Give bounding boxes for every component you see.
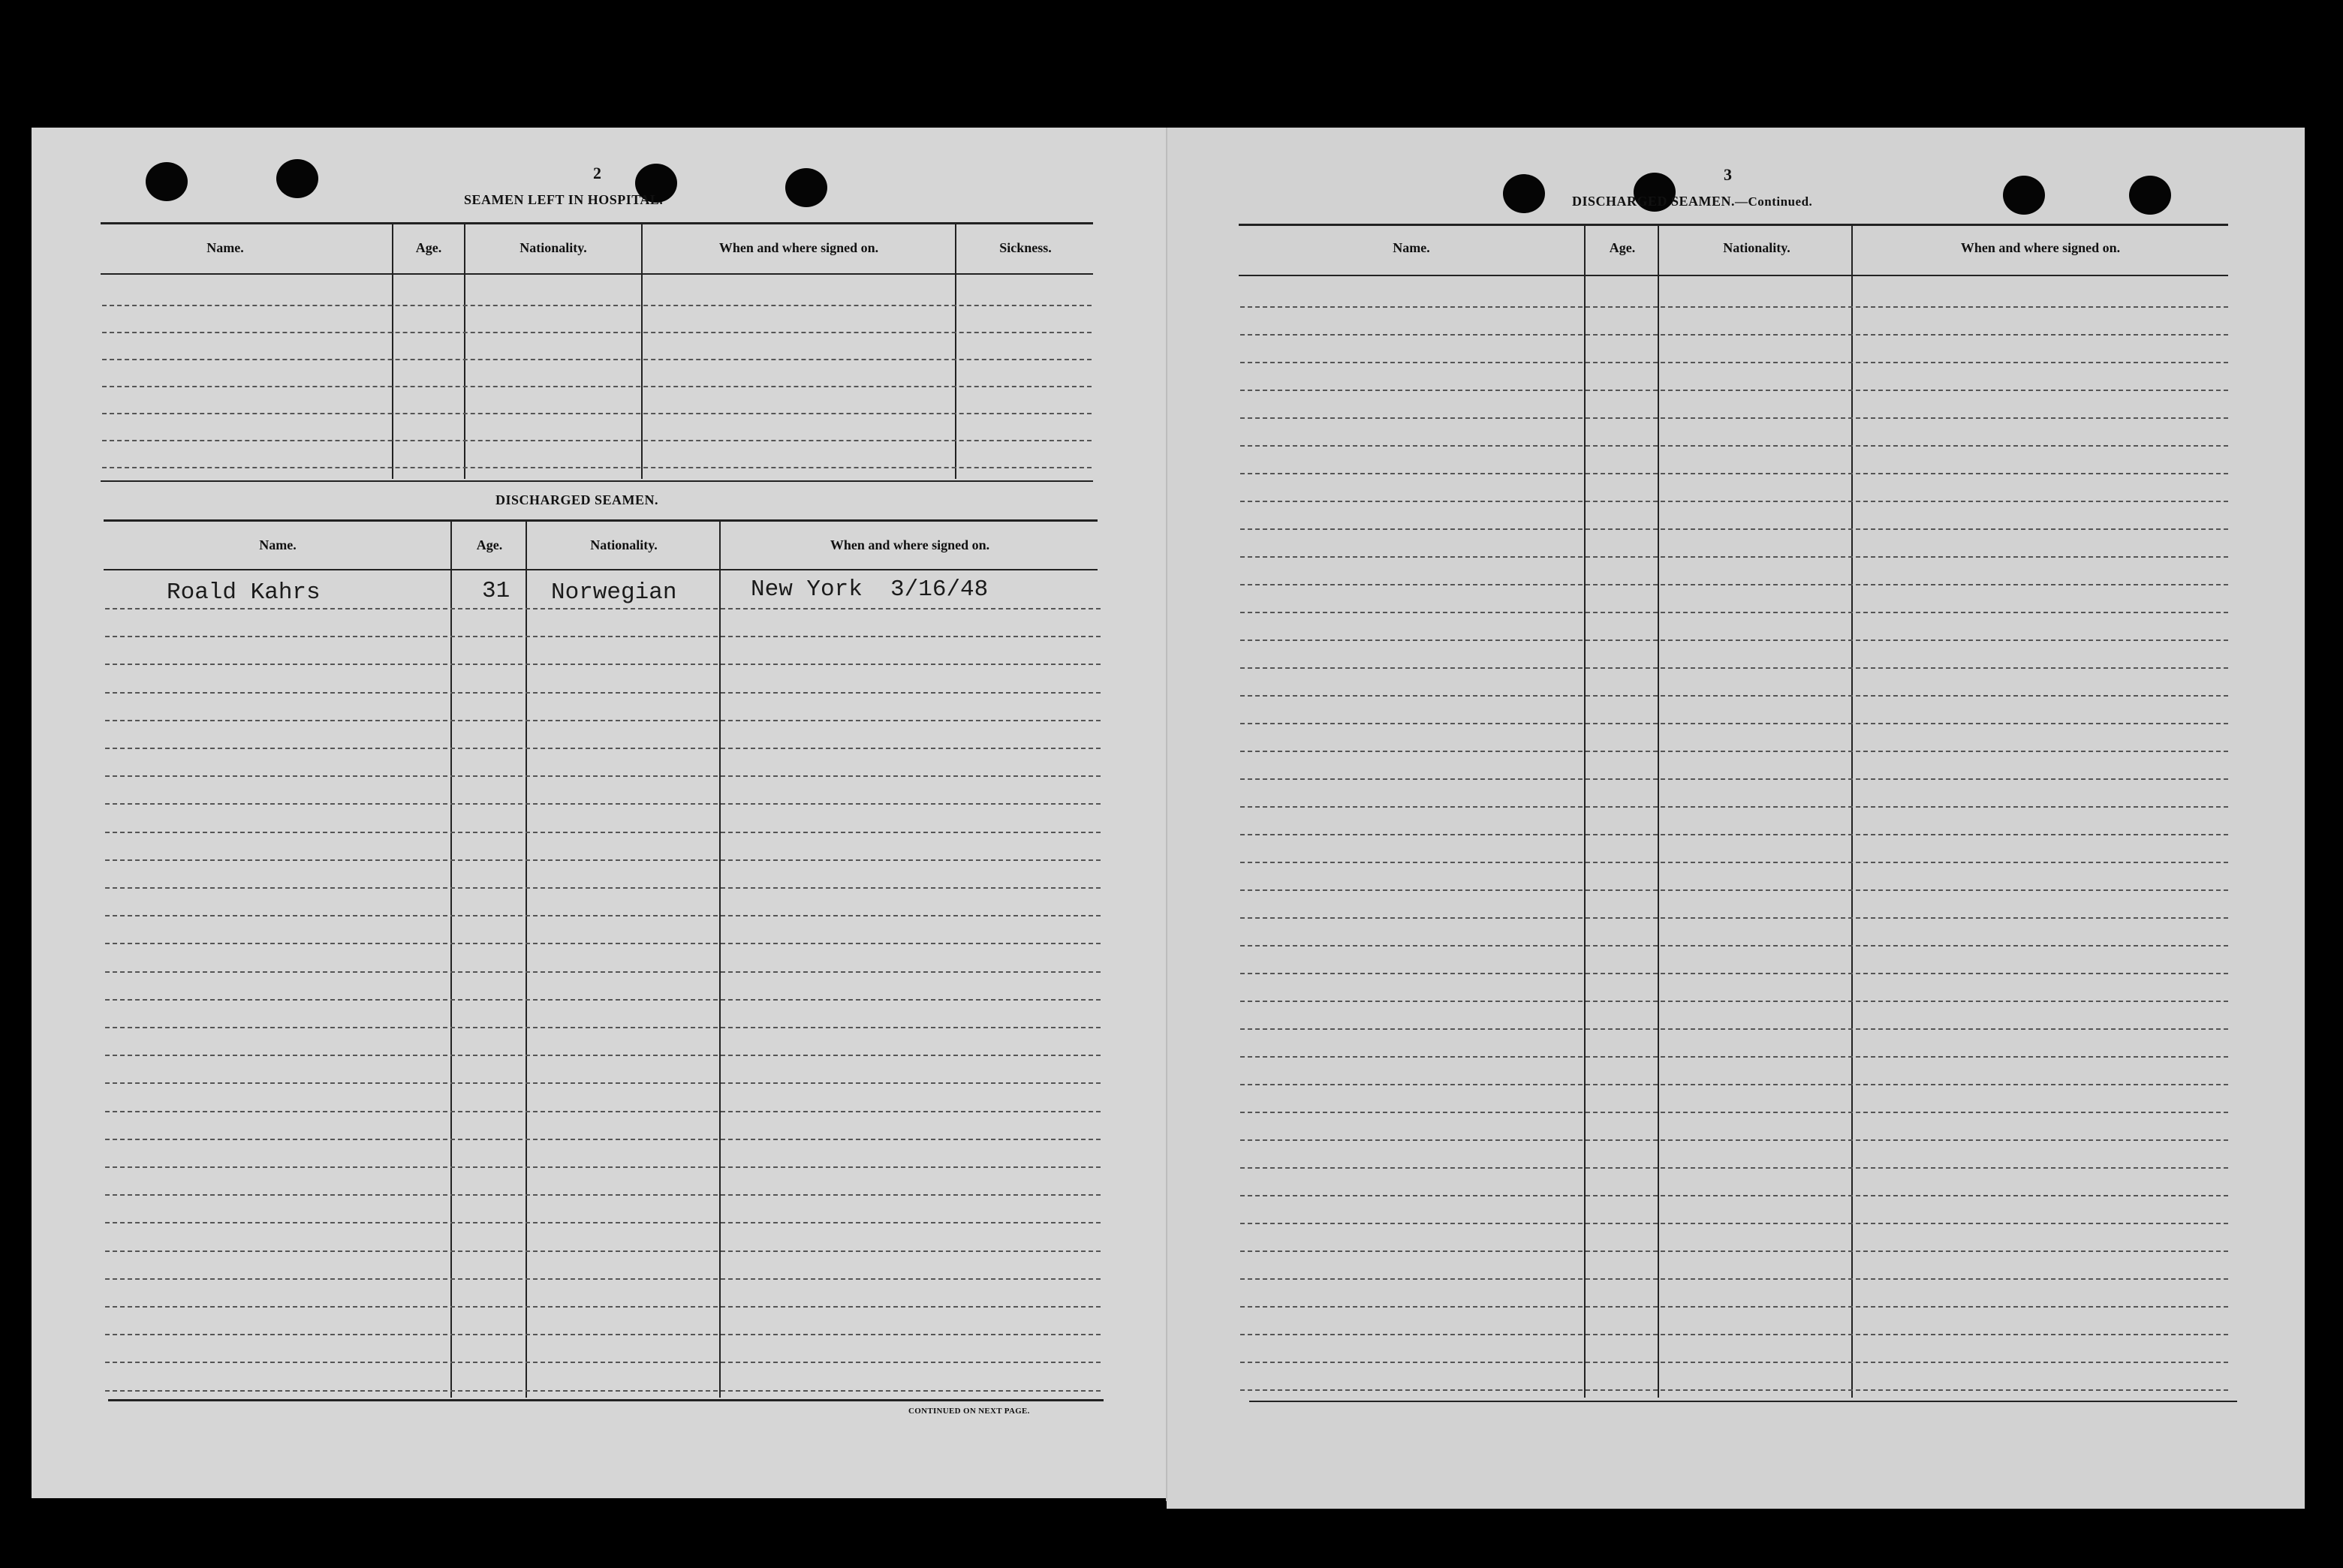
right-col-signed-on: When and where signed on.: [1960, 240, 2121, 255]
discharged-entry-name: Roald Kahrs: [167, 579, 321, 606]
hospital-col-sickness: Sickness.: [999, 240, 1052, 255]
row-line: [1240, 445, 2228, 447]
row-line: [105, 1222, 1101, 1223]
discharged-col-divider: [450, 521, 452, 1398]
discharged-col-signed-on: When and where signed on.: [830, 537, 990, 552]
row-line: [105, 1111, 1101, 1112]
row-line: [105, 664, 1101, 665]
hospital-section-title: SEAMEN LEFT IN HOSPITAL.: [464, 192, 664, 207]
right-table-bottom-rule: [1249, 1401, 2237, 1402]
discharged-entry-signed-on: New York 3/16/48: [751, 576, 989, 603]
hospital-col-signed-on: When and where signed on.: [718, 240, 879, 255]
row-line: [105, 1055, 1101, 1056]
row-line: [1240, 667, 2228, 669]
row-line: [1240, 1028, 2228, 1030]
row-line: [105, 915, 1101, 916]
row-line: [105, 1250, 1101, 1252]
row-line: [1240, 806, 2228, 808]
row-line: [1240, 1084, 2228, 1085]
row-line: [105, 1194, 1101, 1196]
punch-hole: [1503, 174, 1545, 213]
hospital-row-line: [102, 359, 1092, 360]
hospital-row-line: [102, 332, 1092, 333]
row-line: [105, 1334, 1101, 1335]
punch-hole: [785, 168, 827, 207]
row-line: [1240, 640, 2228, 641]
hospital-col-name: Name.: [206, 240, 244, 255]
right-table-top-rule: [1239, 224, 2228, 226]
row-line: [1240, 1362, 2228, 1363]
row-line: [105, 971, 1101, 973]
hospital-row-line: [102, 413, 1092, 414]
row-line: [105, 775, 1101, 777]
discharged-col-name: Name.: [259, 537, 297, 552]
row-line: [1240, 528, 2228, 530]
row-line: [1240, 334, 2228, 336]
row-line: [105, 943, 1101, 944]
row-line: [1240, 417, 2228, 419]
row-line: [105, 999, 1101, 1001]
row-line: [105, 1306, 1101, 1308]
page-fold: [1166, 128, 1167, 1501]
discharged-entry-nationality: Norwegian: [551, 579, 677, 606]
right-table-header-rule: [1239, 275, 2228, 276]
row-line: [105, 887, 1101, 889]
row-line: [105, 803, 1101, 805]
punch-hole: [146, 162, 188, 201]
row-line: [1240, 945, 2228, 947]
row-line: [1240, 390, 2228, 391]
right-col-divider: [1658, 225, 1659, 1398]
hospital-table-top-rule: [101, 222, 1093, 224]
row-line: [1240, 1278, 2228, 1280]
row-line: [105, 859, 1101, 861]
row-line: [105, 1278, 1101, 1280]
right-page-number: 3: [1724, 165, 1732, 184]
punch-hole: [2003, 176, 2045, 215]
punch-hole: [276, 159, 318, 198]
row-line: [105, 1027, 1101, 1028]
row-line: [105, 720, 1101, 721]
row-line: [1240, 723, 2228, 724]
row-line: [105, 748, 1101, 749]
row-line: [105, 1362, 1101, 1363]
hospital-col-nationality: Nationality.: [519, 240, 587, 255]
discharged-col-age: Age.: [476, 537, 503, 552]
row-line: [1240, 1250, 2228, 1252]
row-line: [1240, 862, 2228, 863]
punch-hole: [2129, 176, 2171, 215]
hospital-row-line: [102, 440, 1092, 441]
row-line: [1240, 778, 2228, 780]
row-line: [1240, 1001, 2228, 1002]
discharged-entry-age: 31: [482, 578, 510, 604]
hospital-row-line: [102, 305, 1092, 306]
row-line: [1240, 501, 2228, 502]
row-line: [1240, 695, 2228, 697]
row-line: [105, 608, 1101, 609]
row-line: [1240, 612, 2228, 613]
hospital-row-line: [102, 386, 1092, 387]
row-line: [1240, 1139, 2228, 1141]
row-line: [1240, 1195, 2228, 1196]
discharged-col-divider: [719, 521, 721, 1398]
row-line: [1240, 751, 2228, 752]
row-line: [105, 692, 1101, 694]
hospital-table-bottom-rule: [101, 480, 1093, 482]
row-line: [1240, 1112, 2228, 1113]
right-section-title-suffix: —Continued.: [1735, 194, 1813, 209]
discharged-table-header-rule: [104, 569, 1098, 570]
right-section-title: [1572, 194, 1812, 209]
discharged-table-bottom-rule: [108, 1399, 1104, 1401]
row-line: [105, 1166, 1101, 1168]
row-line: [1240, 556, 2228, 558]
right-col-divider: [1584, 225, 1586, 1398]
row-line: [1240, 1334, 2228, 1335]
row-line: [105, 636, 1101, 637]
row-line: [1240, 1306, 2228, 1308]
hospital-table-header-rule: [101, 273, 1093, 275]
row-line: [1240, 917, 2228, 919]
row-line: [1240, 1167, 2228, 1169]
right-col-divider: [1851, 225, 1853, 1398]
row-line: [1240, 362, 2228, 363]
left-page-number: 2: [593, 164, 601, 182]
row-line: [1240, 306, 2228, 308]
row-line: [1240, 1223, 2228, 1224]
row-line: [1240, 1389, 2228, 1391]
row-line: [1240, 834, 2228, 835]
row-line: [105, 832, 1101, 833]
row-line: [105, 1139, 1101, 1140]
row-line: [105, 1390, 1101, 1392]
right-col-nationality: Nationality.: [1723, 240, 1790, 255]
discharged-table-top-rule: [104, 519, 1098, 522]
right-col-age: Age.: [1609, 240, 1636, 255]
row-line: [1240, 889, 2228, 891]
discharged-col-nationality: Nationality.: [590, 537, 658, 552]
discharged-col-divider: [526, 521, 527, 1398]
right-section-title-main: DISCHARGED SEAMEN.: [1572, 194, 1736, 209]
row-line: [1240, 973, 2228, 974]
discharged-section-title: DISCHARGED SEAMEN.: [495, 492, 659, 507]
row-line: [1240, 1056, 2228, 1058]
hospital-row-line: [102, 467, 1092, 468]
right-col-name: Name.: [1393, 240, 1430, 255]
row-line: [1240, 473, 2228, 474]
hospital-col-age: Age.: [415, 240, 442, 255]
row-line: [105, 1082, 1101, 1084]
continued-note: CONTINUED ON NEXT PAGE.: [908, 1407, 1030, 1416]
row-line: [1240, 584, 2228, 585]
